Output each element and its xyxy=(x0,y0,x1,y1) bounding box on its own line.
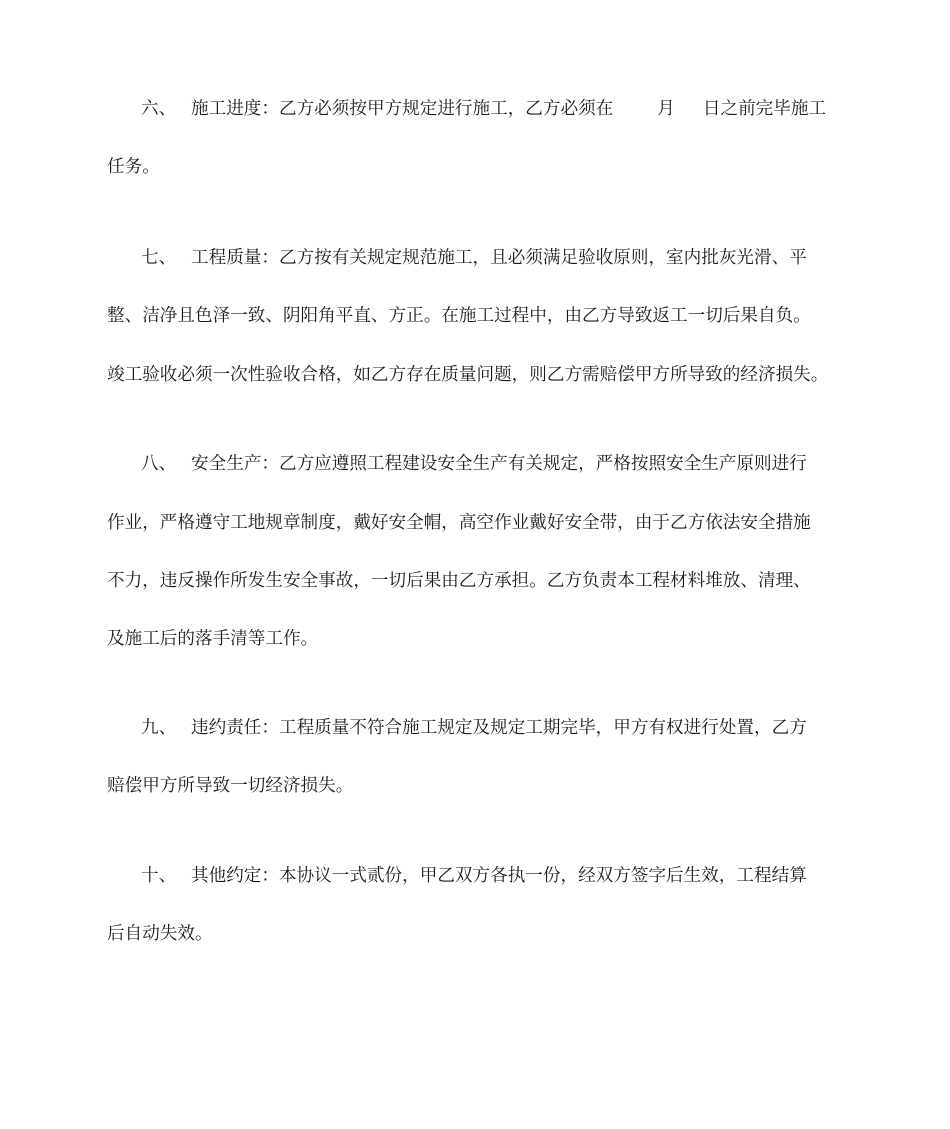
clause-10-text: 其他约定：本协议一式贰份，甲乙双方各执一份，经双方签字后生效，工程结算 xyxy=(191,866,807,886)
clause-9-number: 九、 xyxy=(141,718,177,738)
clause-6-day: 日之前完毕施工 xyxy=(702,99,827,119)
clause-6-line-2: 任务。 xyxy=(107,157,160,177)
clause-8-number: 八、 xyxy=(141,454,177,474)
clause-7-line-1 xyxy=(141,246,847,270)
clause-8-line-4: 及施工后的落手清等工作。 xyxy=(107,629,319,649)
clause-9-line-2: 赔偿甲方所导致一切经济损失。 xyxy=(107,776,354,796)
clause-7-line-2: 整、洁净且色泽一致、阴阳角平直、方正。在施工过程中，由乙方导致返工一切后果自负。 xyxy=(107,306,811,326)
clause-8-line-2: 作业，严格遵守工地规章制度，戴好安全帽，高空作业戴好安全带，由于乙方依法安全措施 xyxy=(107,513,811,533)
clause-10-number: 十、 xyxy=(141,866,177,886)
clause-6-number: 六、 xyxy=(141,99,177,119)
clause-9-text: 违约责任：工程质量不符合施工规定及规定工期完毕，甲方有权进行处置，乙方 xyxy=(191,718,807,738)
clause-9-line-1 xyxy=(141,716,847,740)
clause-6-month: 月 xyxy=(657,99,675,119)
clause-10-line-2: 后自动失效。 xyxy=(107,924,213,944)
clause-6-text: 施工进度：乙方必须按甲方规定进行施工，乙方必须在 xyxy=(191,99,614,119)
clause-8-text: 安全生产：乙方应遵照工程建设安全生产有关规定，严格按照安全生产原则进行 xyxy=(191,454,807,474)
clause-10-line-1 xyxy=(141,864,847,888)
clause-8-line-3: 不力，违反操作所发生安全事故，一切后果由乙方承担。乙方负责本工程材料堆放、清理、 xyxy=(107,571,811,591)
clause-7-line-3: 竣工验收必须一次性验收合格，如乙方存在质量问题，则乙方需赔偿甲方所导致的经济损失。 xyxy=(107,365,829,385)
clause-7-number: 七、 xyxy=(141,248,177,268)
clause-6-line-1 xyxy=(141,97,847,121)
clause-8-line-1 xyxy=(141,452,847,476)
clause-7-text: 工程质量：乙方按有关规定规范施工，且必须满足验收原则，室内批灰光滑、平 xyxy=(191,248,807,268)
